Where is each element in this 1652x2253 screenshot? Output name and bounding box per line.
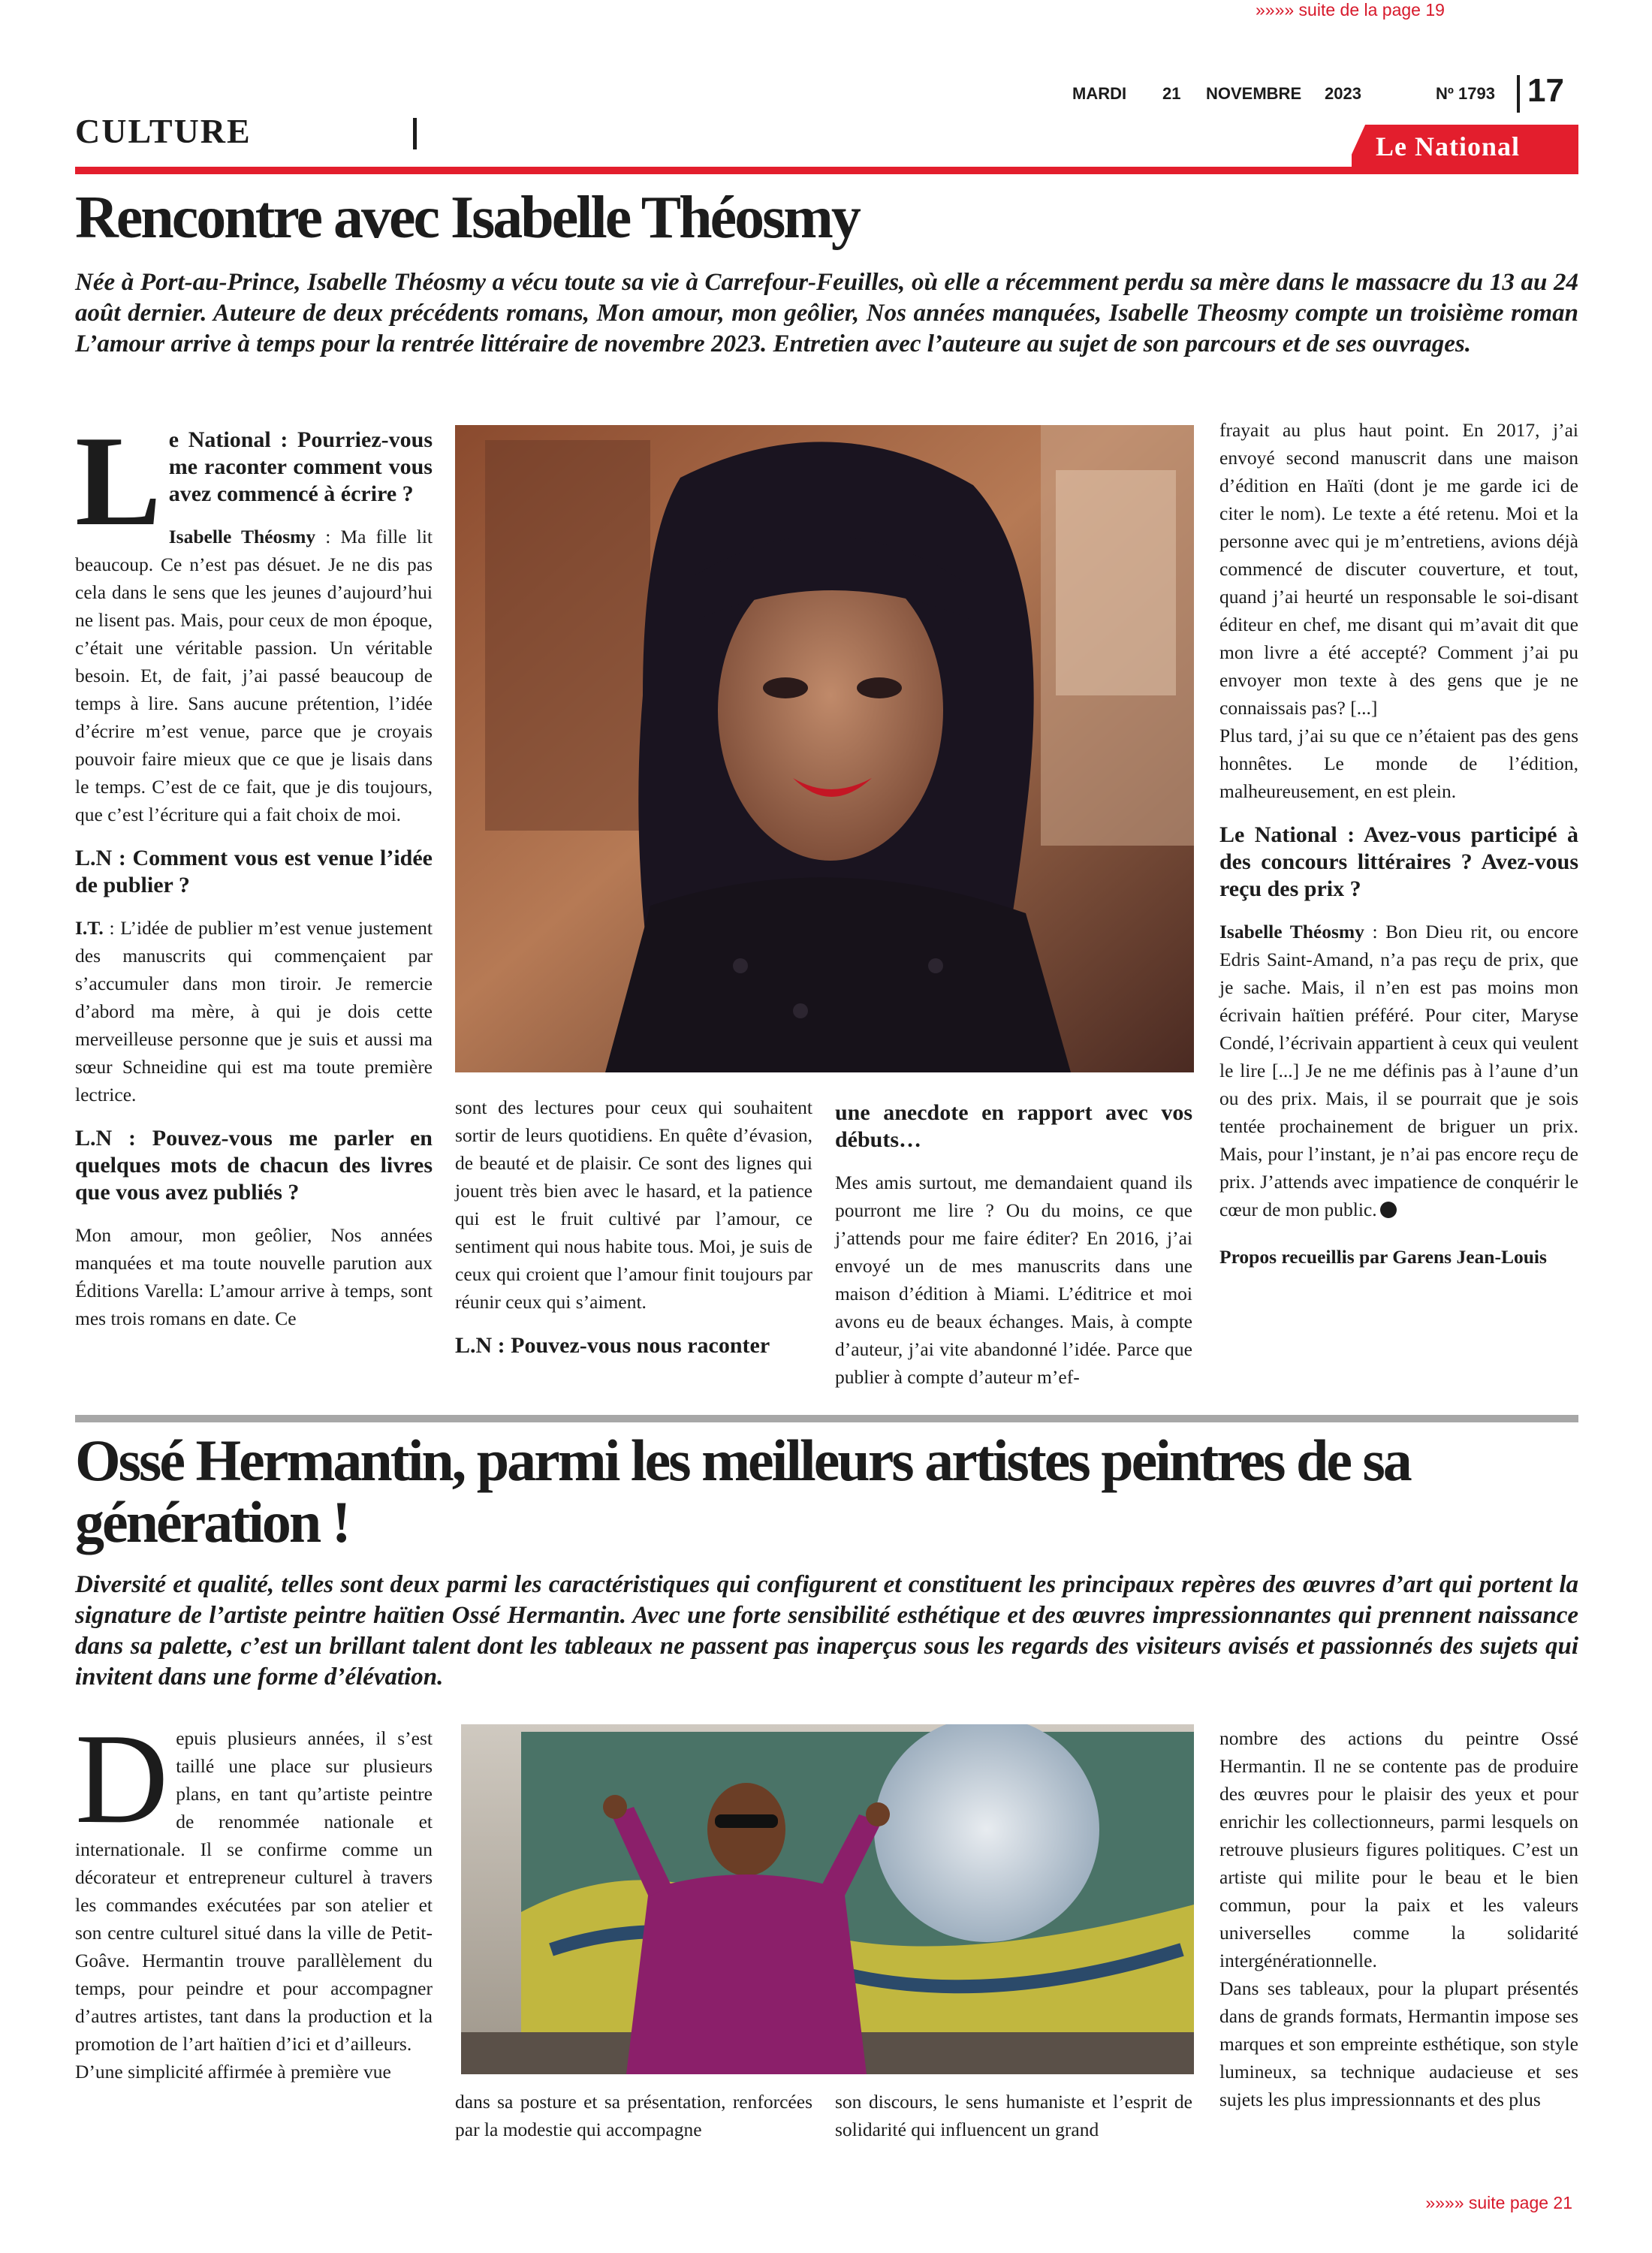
interview-question-5: Le National : Avez-vous participé à des concours littéraires ? Avez-vous reçu des prix ? [1219, 822, 1578, 901]
article2-body-text-4: Dans ses tableaux, pour la plupart présentés dans de grands formats, Hermantin impose ses marques et son empreinte esthétique, son style lumineux, sa technique audacieuse et ses sujets les plus impressionnants et des plus [1219, 1977, 1578, 2110]
continued-on-ref: »»»» suite page 21 [1425, 2193, 1572, 2212]
interview-answer-4-end: Plus tard, j’ai su que ce n’étaient pas des gens honnêtes. Le monde de l’édition, malheureusement, en est plein. [1219, 725, 1578, 802]
continued-from-ref: »»»» suite de la page 19 [1256, 0, 1445, 20]
article2-body-text-1: D epuis plusieurs années, il s’est taillé une place sur plusieurs plans, en tant qu’artiste peintre de renommée nationale et internationale. Il se confirme comme un décorateur et entrepreneur culturel à travers les commandes exécutées par son atelier et son centre culturel situé dans la ville de Petit-Goâve. Hermantin trouve parallèlement du temps, pour peindre et pour accompagner d’autres artistes, tant dans la production et la promotion de l’art haïtien d’ici et d’ailleurs. [75, 1708, 433, 2055]
section-divider [413, 118, 417, 149]
article2-column-3: son discours, le sens humaniste et l’esprit de solidarité qui influencent un grand [835, 2091, 1192, 2140]
end-mark-icon [1380, 1202, 1397, 1218]
painter-photo [461, 1724, 1194, 2074]
article-title: Rencontre avec Isabelle Théosmy [75, 185, 859, 251]
interview-answer-5: Isabelle Théosmy : Bon Dieu rit, ou encore Edris Saint-Amand, n’a pas reçu de prix, que je sache. Mais, il n’en est pas moins mon écrivain haïtien préféré. Pour citer, Maryse Condé, l’écrivain appartient à ceux qui veulent le lire [...] Je ne me définis pas à l’aune d’un ou des prix. Mais, il se pourrait que je sois tentée prochainement de briguer un prix. Mais, pour l’instant, je n’ai pas encore reçu de prix. J’attends avec impatience de conquérir le cœur de mon public. [1219, 921, 1578, 1220]
date-day-of-week: MARDI [1072, 84, 1127, 103]
article2-body-text-2: D’une simplicité affirmée à première vue [75, 2061, 391, 2083]
drop-cap: L [75, 410, 161, 553]
article-divider [75, 1415, 1578, 1422]
section-title: CULTURE [75, 112, 252, 150]
article-body-text: sont des lectures pour ceux qui souhaitent sortir de leurs quotidiens. En quête d’évasion, de beauté et de plaisir. Ce sont des lignes qui jouent très bien avec le hasard, et la patience qui est le fruit cultivé par l’amour, ce sentiment qui nous habite tous. Moi, je suis de ceux qui croient que l’amour finit toujours par réunir ceux qui s’aiment. [455, 1096, 812, 1313]
article2-column-1 [75, 1708, 433, 2086]
article-column-4 [1219, 416, 1578, 1271]
interview-question-4: L.N : Pouvez-vous nous raconter [455, 1333, 770, 1358]
author-portrait-photo [455, 425, 1194, 1072]
interview-answer-1: Isabelle Théosmy : Ma fille lit beaucoup. Ce n’est pas désuet. Je ne dis pas cela dans le sens que les jeunes d’aujourd’hui ne lisent pas. Mais, pour ceux de mon époque, c’était une véritable passion. Un véritable besoin. Et, de fait, j’ai passé beaucoup de temps à lire. Sans aucune prétention, l’idée d’écrire m’est venue, parce que je croyais pouvoir faire mieux que ce que je lisais dans le temps. C’est de ce fait, que je dis toujours, que c’est l’écriture qui a fait choix de moi. [75, 526, 433, 825]
article2-column-2: dans sa posture et sa présentation, renforcées par la modestie qui accompagne [455, 2091, 812, 2140]
interview-answer-4: Mes amis surtout, me demandaient quand ils pourront me lire ? Ou du moins, ce que j’attends pour me faire éditer? En 2016, j’ai envoyé un de mes manuscrits dans une maison d’édition à Miami. L’éditrice et moi avons eu de beaux échanges. Mais, à compte d’auteur, j’ai vite abandonné l’idée. Parce que publier à compte d’auteur m’ef- [835, 1172, 1192, 1388]
article2-column-4 [1219, 1724, 1578, 2113]
date-month: NOVEMBRE [1206, 84, 1302, 103]
brand-name: Le National [1376, 131, 1521, 161]
article-lead-2: Diversité et qualité, telles sont deux parmi les caractéristiques qui configurent et constituent les principaux repères des œuvres d’art qui portent la signature de l’artiste peintre haïtien Ossé Hermantin. Avec une forte sensibilité esthétique et des œuvres impressionnantes qui prennent naissance dans sa palette, c’est un brillant talent dont les tableaux ne passent pas inaperçus sous les regards des visiteurs avisés et passionnés des sujets qui invitent dans une forme d’élévation. [75, 1571, 1578, 1691]
page-number-divider [1517, 75, 1520, 113]
interview-answer-3: Mon amour, mon geôlier, Nos années manquées et ma toute nouvelle parution aux Éditions Varella: L’amour arrive à temps, sont mes trois romans en date. Ce [75, 1224, 433, 1329]
interview-question-1: L e National : Pourriez-vous me raconter comment vous avez commencé à écrire ? [75, 410, 433, 553]
date-year: 2023 [1325, 84, 1361, 103]
issue-number: Nº 1793 [1436, 84, 1495, 103]
page-number: 17 [1527, 72, 1564, 109]
article-title-2: Ossé Hermantin, parmi les meilleurs artistes peintres de sa génération ! [75, 1428, 1410, 1555]
drop-cap-2: D [75, 1708, 169, 1850]
article-lead: Née à Port-au-Prince, Isabelle Théosmy a vécu toute sa vie à Carrefour-Feuilles, où elle a récemment perdu sa mère dans le massacre du 13 au 24 août dernier. Auteure de deux précédents romans, Mon amour, mon geôlier, Nos années manquées, Isabelle Theosmy compte un troisième roman L’amour arrive à temps pour la rentrée littéraire de novembre 2023. Entretien avec l’auteure au sujet de son parcours et de ses ouvrages. [75, 269, 1578, 357]
interview-answer-4-cont: frayait au plus haut point. En 2017, j’ai envoyé second manuscrit dans une maison d’édition en Haïti (dont je me garde ici de citer le nom). Le texte a été retenu. Moi et la personne avec qui je m’entretiens, avions déjà commencé de discuter couverture, et tout, quand j’ai heurté un responsable le soi-disant éditeur en chef, me disant qui m’avait dit que mon livre a été accepté? Comment j’ai pu envoyer mon texte à des gens que je ne connaissais pas? [...] [1219, 419, 1578, 719]
interview-credit: Propos recueillis par Garens Jean-Louis [1219, 1246, 1547, 1268]
date-day: 21 [1162, 84, 1181, 103]
interview-answer-2: I.T. : L’idée de publier m’est venue justement des manuscrits qui commençaient par s’accumuler dans mon tiroir. Je remercie d’abord ma mère, à qui je dois cette merveilleuse personne que je suis et aussi ma sœur Schneidine qui est ma toute première lectrice. [75, 917, 433, 1105]
article2-body-text-3: nombre des actions du peintre Ossé Hermantin. Il ne se contente pas de produire des œuvres pour le plaisir des yeux et pour enrichir les collectionneurs, parmi lesquels on retrouve plusieurs figures politiques. C’est un artiste qui milite pour le beau et le bien commun, pour la paix et les valeurs universelles comme la solidarité intergénérationnelle. [1219, 1727, 1578, 1971]
article-column-2 [455, 1093, 812, 1374]
interview-question-4-cont: une anecdote en rapport avec vos débuts… [835, 1100, 1192, 1152]
interview-question-2: L.N : Comment vous est venue l’idée de publier ? [75, 846, 433, 897]
interview-question-3: L.N : Pouvez-vous me parler en quelques mots de chacun des livres que vous avez publiés ? [75, 1126, 433, 1205]
article-column-1 [75, 410, 433, 1332]
article-column-3 [835, 1093, 1192, 1391]
